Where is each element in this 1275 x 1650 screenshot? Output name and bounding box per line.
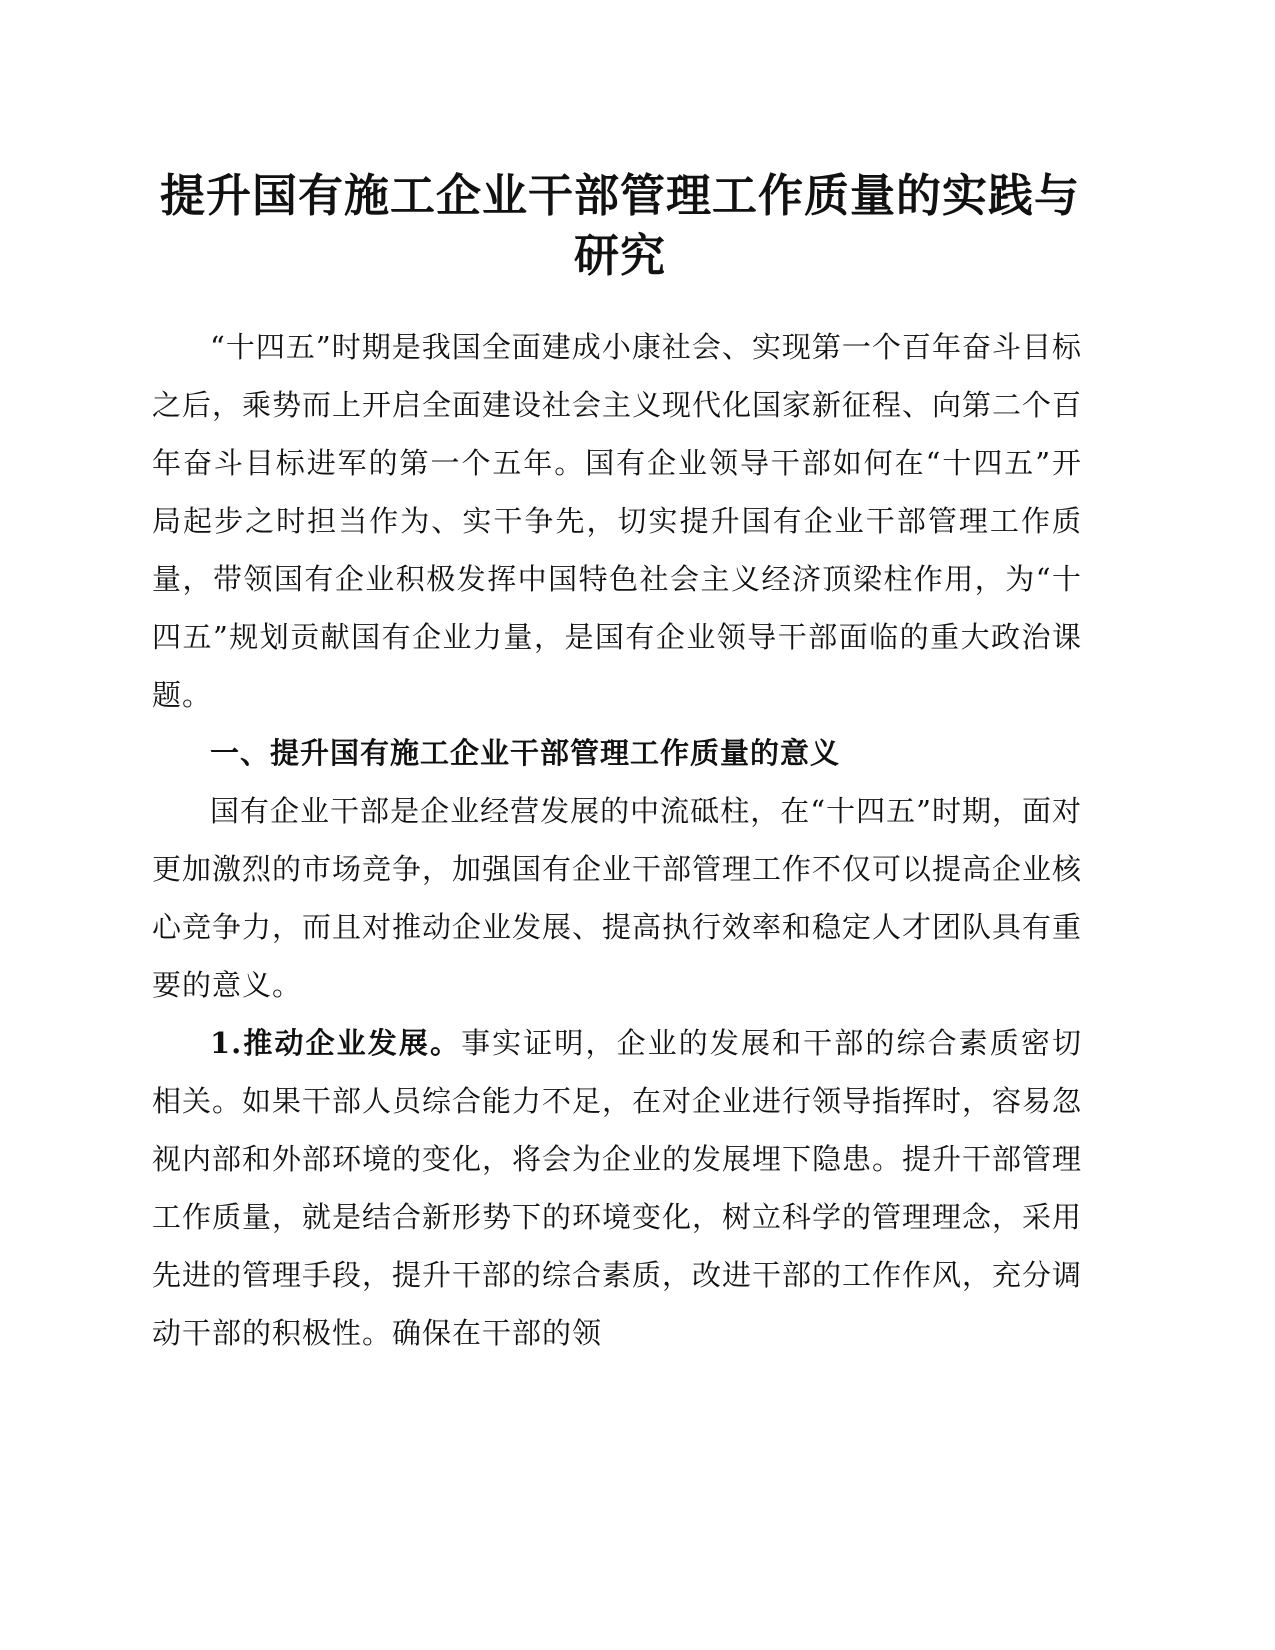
document-body	[152, 318, 1082, 1362]
document-title: 提升国有施工企业干部管理工作质量的实践与研究	[159, 169, 1080, 282]
point-1-text: 事实证明，企业的发展和干部的综合素质密切相关。如果干部人员综合能力不足，在对企业进行领导指挥时，容易忽视内部和外部环境的变化，将会为企业的发展埋下隐患。提升干部管理工作质量，就是结合新形势下的环境变化，树立科学的管理理念，采用先进的管理手段，提升干部的综合素质，改进干部的工作作风，充分调动干部的积极性。确保在干部的领	[152, 1026, 1083, 1350]
point-1-paragraph	[152, 1014, 1082, 1362]
point-1-lead: 1.推动企业发展。	[210, 1026, 462, 1060]
section-1-paragraph: 国有企业干部是企业经营发展的中流砥柱，在“十四五”时期，面对更加激烈的市场竞争，加强国有企业干部管理工作不仅可以提高企业核心竞争力，而且对推动企业发展、提高执行效率和稳定人才团队具有重要的意义。	[152, 794, 1083, 1002]
section-heading-1: 一、提升国有施工企业干部管理工作质量的意义	[210, 736, 841, 770]
intro-paragraph: “十四五”时期是我国全面建成小康社会、实现第一个百年奋斗目标之后，乘势而上开启全面建设社会主义现代化国家新征程、向第二个百年奋斗目标进军的第一个五年。国有企业领导干部如何在“十四五”开局起步之时担当作为、实干争先，切实提升国有企业干部管理工作质量，带领国有企业积极发挥中国特色社会主义经济顶梁柱作用，为“十四五”规划贡献国有企业力量，是国有企业领导干部面临的重大政治课题。	[152, 330, 1083, 712]
